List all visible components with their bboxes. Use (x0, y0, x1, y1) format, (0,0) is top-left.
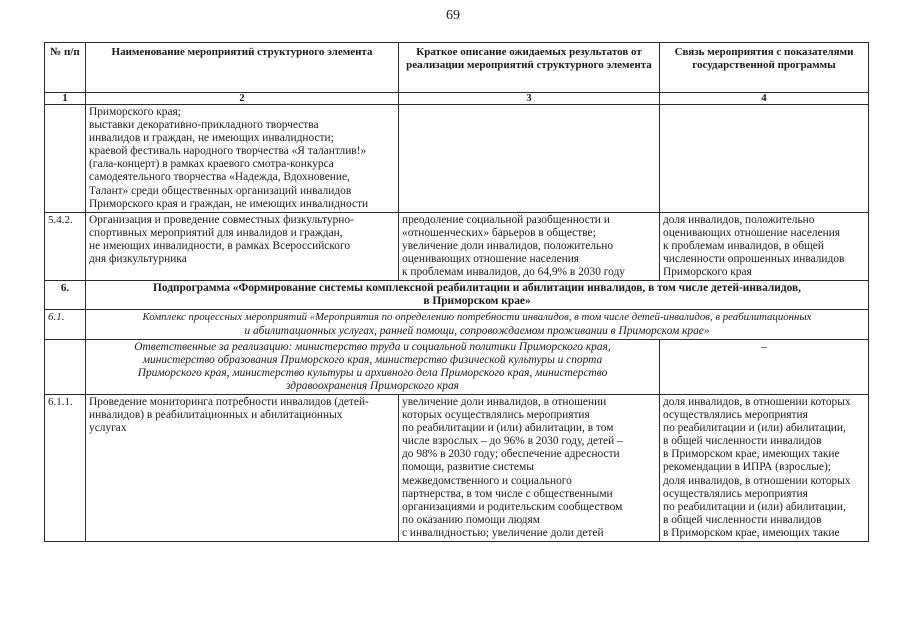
text-line: до 98% в 2030 году; обеспечение адресности (402, 448, 620, 461)
column-number: 1 (45, 93, 86, 105)
row-link (660, 394, 869, 541)
row-results (399, 105, 660, 213)
row-link (660, 212, 869, 280)
row-link: – (660, 339, 869, 394)
text-line: межведомственного и социального (402, 474, 572, 487)
text-line: Проведение мониторинга потребности инвалидов (детей- (89, 395, 369, 408)
responsible-row (45, 339, 869, 394)
text-line: осуществлялись мероприятия (663, 409, 808, 422)
text-line: преодоление социальной разобщенности и (402, 213, 610, 226)
row-num: 5.4.2. (45, 212, 86, 280)
table-row (45, 394, 869, 541)
text-line: числе взрослых – до 96% в 2030 году, детей – (402, 435, 623, 448)
text-line: Подпрограмма «Формирование системы комплексной реабилитации и абилитации инвалидов, в том числе детей-инвалидов, (152, 282, 802, 295)
header-name: Наименование мероприятий структурного элемента (86, 43, 399, 93)
text-line: спортивных мероприятий для инвалидов и граждан, (89, 226, 343, 239)
row-num: 6.1.1. (45, 394, 86, 541)
table-row (45, 105, 869, 213)
row-results (399, 394, 660, 541)
text-line: Приморского края и граждан, не имеющих инвалидности (89, 197, 369, 210)
text-line: «отношенческих» барьеров в обществе; (402, 226, 596, 239)
text-line: осуществлялись мероприятия (663, 487, 808, 500)
text-line: оценивающих отношение населения (663, 226, 841, 239)
text-line: по реабилитации и (или) абилитации, в том (402, 422, 614, 435)
text-line: партнерства, в том числе с общественными (402, 487, 613, 500)
column-number: 2 (86, 93, 399, 105)
text-line: увеличение доли инвалидов, в отношении (402, 395, 607, 408)
text-line: инвалидов и граждан, не имеющих инвалидности; (89, 132, 334, 145)
header-results: Краткое описание ожидаемых результатов от реализации мероприятий структурного элемента (399, 43, 660, 93)
table-header-row (45, 43, 869, 93)
row-link (660, 105, 869, 213)
text-line: к проблемам инвалидов, в общей (663, 239, 824, 252)
text-line: в Приморском крае» (423, 295, 531, 308)
text-line: министерство образования Приморского края, министерство физической культуры и спорта (142, 353, 603, 366)
text-line: помощи, развитие системы (402, 461, 534, 474)
text-line: Ответственные за реализацию: министерство труда и социальной политики Приморского края, (134, 340, 611, 353)
text-line: к проблемам инвалидов, до 64,9% в 2030 году (402, 266, 625, 279)
text-line: Организация и проведение совместных физкультурно- (89, 213, 354, 226)
text-line: Комплекс процессных мероприятий «Мероприятия по определению потребности инвалидов, в том числе детей-инвалидов, в реабилитационных (142, 311, 812, 324)
text-line: Приморского края; (89, 106, 181, 118)
text-line: рекомендации в ИПРА (взрослые); (663, 461, 831, 474)
text-line: которых осуществлялись мероприятия (402, 409, 590, 422)
text-line: дня физкультурника (89, 253, 187, 266)
text-line: по реабилитации и (или) абилитации, (663, 422, 846, 435)
table-row (45, 212, 869, 280)
text-line: выставки декоративно-прикладного творчества (89, 119, 319, 132)
text-line: самодеятельного творчества «Надежда, Вдохновение, (89, 171, 350, 184)
text-line: здравоохранения Приморского края (286, 379, 459, 392)
row-num (45, 105, 86, 213)
header-num: № п/п (45, 43, 86, 93)
measures-table (44, 42, 869, 542)
row-num: 6. (45, 281, 86, 310)
row-num: 6.1. (45, 310, 86, 339)
text-line: увеличение доли инвалидов, положительно (402, 239, 614, 252)
text-line: по реабилитации и (или) абилитации, (663, 500, 846, 513)
text-line: организациями и родительским сообществом (402, 500, 623, 513)
subprogram-row (45, 281, 869, 310)
text-line: доля инвалидов, в отношении которых (663, 395, 851, 408)
text-line: Талант» среди общественных организаций инвалидов (89, 184, 352, 197)
header-link: Связь мероприятия с показателями государственной программы (660, 43, 869, 93)
responsible-text (86, 339, 660, 394)
row-num (45, 339, 86, 394)
text-line: в Приморском крае, имеющих такие (663, 526, 840, 539)
text-line: доля инвалидов, положительно (663, 213, 815, 226)
text-line: оценивающих отношение населения (402, 253, 580, 266)
text-line: услугах (89, 422, 127, 435)
page-number: 69 (446, 8, 460, 23)
text-line: не имеющих инвалидности, в рамках Всероссийского (89, 239, 351, 252)
text-line: и абилитационных услугах, ранней помощи, сопровождаемом проживании в Приморском крае» (244, 324, 710, 337)
text-line: в общей численности инвалидов (663, 435, 822, 448)
text-line: Приморского края (663, 266, 752, 279)
text-line: численности опрошенных инвалидов (663, 253, 845, 266)
text-line: в общей численности инвалидов (663, 513, 822, 526)
text-line: краевой фестиваль народного творчества «Я талантлив!» (89, 145, 367, 158)
column-numbers-row (45, 93, 869, 105)
row-name (86, 105, 399, 213)
column-number: 4 (660, 93, 869, 105)
text-line: по оказанию помощи людям (402, 513, 540, 526)
complex-title (86, 310, 869, 339)
complex-row (45, 310, 869, 339)
row-results (399, 212, 660, 280)
text-line: в Приморском крае, имеющих такие (663, 448, 840, 461)
text-line: инвалидов) в реабилитационных и абилитационных (89, 409, 343, 422)
text-line: (гала-концерт) в рамках краевого смотра-конкурса (89, 158, 334, 171)
text-line: доля инвалидов, в отношении которых (663, 474, 851, 487)
text-line: Приморского края, министерство культуры и архивного дела Приморского края, министерство (137, 366, 608, 379)
text-line: с инвалидностью; увеличение доли детей (402, 526, 604, 539)
subprogram-title (86, 281, 869, 310)
row-name (86, 212, 399, 280)
column-number: 3 (399, 93, 660, 105)
row-name (86, 394, 399, 541)
